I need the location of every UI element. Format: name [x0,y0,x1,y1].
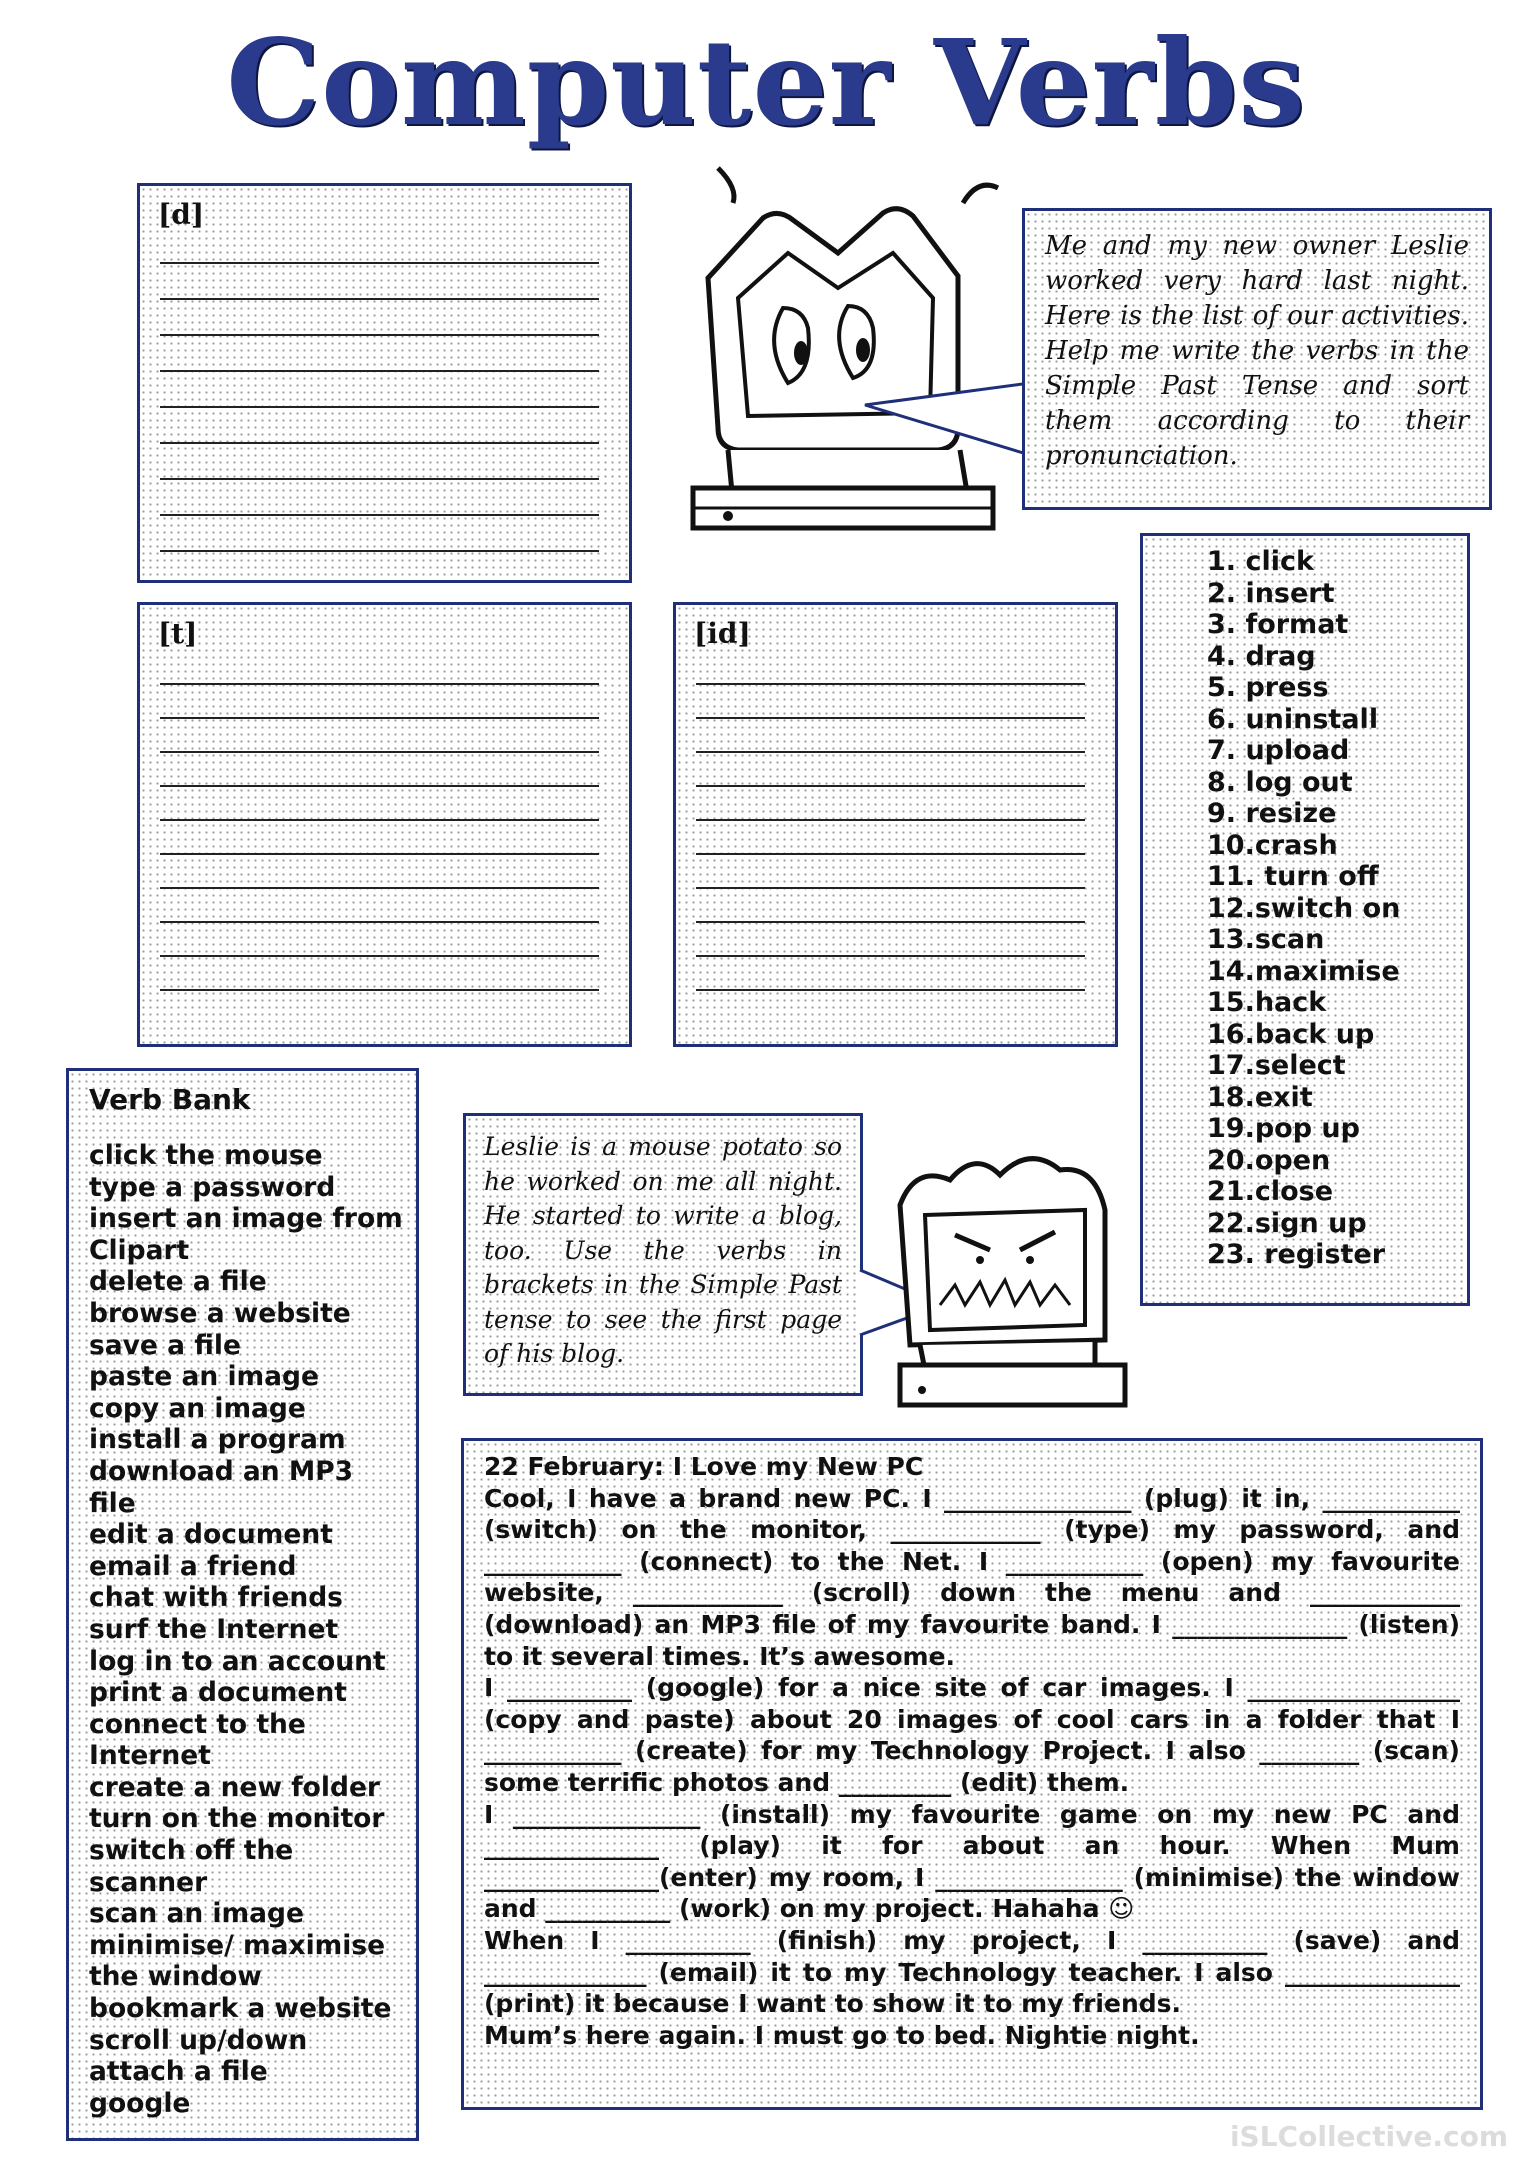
verb-bank-item: file [89,1487,136,1519]
verb-bank-item: scan an image [89,1898,304,1930]
verb-list-box [1140,533,1470,1306]
verb-bank-item: switch off the [89,1835,294,1867]
verb-bank-item: google [89,2087,191,2119]
writing-lines-d [160,262,599,586]
verb-list-item: 5. press [1207,672,1329,703]
sort-box-t [137,602,632,1047]
verb-bank-item: attach a file [89,2056,268,2088]
verb-bank-item: save a file [89,1329,241,1361]
verb-bank-item: delete a file [89,1266,267,1298]
verb-list-item: 6. uninstall [1207,703,1379,735]
blog-paragraph: I __________ (google) for a nice site of car images. I _________________ (copy and paste) about 20 images of cool cars in a folder that I ___________ (create) for my Technology Project. I also ________ (scan) some terrific photos and _________ (edit) them. [484,1673,1460,1797]
angry-computer-illustration [880,1110,1135,1410]
verb-list-item: 12.switch on [1207,892,1401,924]
verb-bank-item: surf the Internet [89,1613,339,1645]
verb-list-item: 13.scan [1207,924,1325,955]
verb-bank-item: edit a document [89,1519,333,1551]
blog-paragraph: I _______________ (install) my favourite game on my new PC and ______________ (play) it for about an hour. When Mum ______________(enter) my room, I _______________ (minimise) the window and __________ (work) on my project. Hahaha ☺ [484,1799,1460,1924]
verb-bank-item: chat with friends [89,1582,343,1614]
verb-list-item: 19.pop up [1207,1113,1360,1144]
verb-bank-item: Internet [89,1740,211,1772]
verb-list-item: 3. format [1207,609,1349,640]
blog-paragraph: Cool, I have a brand new PC. I _______________ (plug) it in, ___________ (switch) on the monitor, ____________ (type) my password, and ___________ (connect) to the Net. I ___________ (open) my favourite website, ____________ (scroll) down the menu and ____________ (download) an MP3 file of my favourite band. I ______________ (listen) to it several times. It’s awesome. [484,1483,1460,1671]
sort-label-id: [id] [694,617,751,650]
verb-bank-item: the window [89,1961,262,1993]
writing-lines-id [696,683,1085,1023]
verb-list-item: 23. register [1207,1239,1386,1270]
verb-list-item: 9. resize [1207,798,1337,829]
verb-list [1143,536,1467,1271]
verb-list-item: 7. upload [1207,735,1350,766]
verb-bank-item: install a program [89,1424,346,1456]
sort-box-id [673,602,1118,1047]
verb-bank-item: connect to the [89,1708,306,1740]
verb-list-item: 18.exit [1207,1081,1313,1113]
verb-bank-item: minimise/ maximise [89,1929,386,1961]
verb-bank-title: Verb Bank [89,1083,251,1116]
speech-bubble-middle [463,1113,863,1396]
speech-text-top: Me and my new owner Leslie worked very hard last night. Here is the list of our activities. Help me write the verbs in the Simple Past Tense and sort them according to their pronunciation. [1045,231,1469,471]
writing-lines-t [160,683,599,1023]
verb-bank-item: browse a website [89,1297,351,1329]
verb-list-item: 16.back up [1207,1018,1375,1050]
verb-list-item: 14.maximise [1207,955,1400,987]
blog-paragraph: When I __________ (finish) my project, I __________ (save) and _____________ (email) it to my Technology teacher. I also ______________ (print) it because I want to show it to my friends. [484,1925,1460,2019]
verb-bank-item: bookmark a website [89,1993,392,2025]
happy-computer-illustration [668,158,1048,548]
blog-paragraph: Mum’s here again. I must go to bed. Nightie night. [484,2020,1200,2050]
sort-box-d [137,183,632,583]
blog-box [461,1438,1483,2110]
verb-list-item: 22.sign up [1207,1207,1367,1239]
verb-list-item: 10.crash [1207,829,1338,861]
verb-list-item: 15.hack [1207,987,1327,1018]
verb-list-item: 11. turn off [1207,861,1379,892]
verb-bank-item: click the mouse [89,1140,323,1171]
verb-bank-item: paste an image [89,1361,319,1393]
speech-text-middle: Leslie is a mouse potato so he worked on me all night. He started to write a blog, too. Use the verbs in brackets in the Simple Past tense to see the first page of his blog. [484,1132,842,1368]
verb-bank-item: create a new folder [89,1771,380,1803]
verb-list-item: 21.close [1207,1176,1334,1207]
blog-heading: 22 February: I Love my New PC [484,1452,924,1481]
verb-list-item: 2. insert [1207,577,1335,609]
verb-bank-list [89,1140,416,2119]
verb-bank-item: scanner [89,1866,208,1898]
verb-list-item: 20.open [1207,1144,1331,1176]
verb-list-item: 8. log out [1207,766,1353,798]
verb-list-item: 4. drag [1207,640,1316,672]
verb-bank-item: print a document [89,1677,347,1709]
verb-bank-box [66,1068,419,2141]
verb-bank-item: copy an image [89,1392,306,1424]
verb-bank-item: type a password [89,1171,336,1203]
sort-label-t: [t] [158,617,198,650]
verb-bank-item: download an MP3 [89,1455,354,1487]
watermark: iSLCollective.com [1229,2120,1508,2153]
verb-bank-item: insert an image from [89,1203,403,1235]
speech-bubble-tail-top [855,375,1035,465]
speech-bubble-top [1022,208,1492,510]
verb-bank-item: scroll up/down [89,2024,308,2056]
sort-label-d: [d] [158,198,205,231]
page-title: Computer Verbs [226,13,1306,152]
verb-list-item: 1. click [1207,546,1314,577]
verb-list-item: 17.select [1207,1050,1346,1081]
verb-bank-item: log in to an account [89,1645,386,1677]
verb-bank-item: email a friend [89,1550,297,1582]
verb-bank-item: turn on the monitor [89,1803,385,1835]
verb-bank-item: Clipart [89,1234,190,1266]
